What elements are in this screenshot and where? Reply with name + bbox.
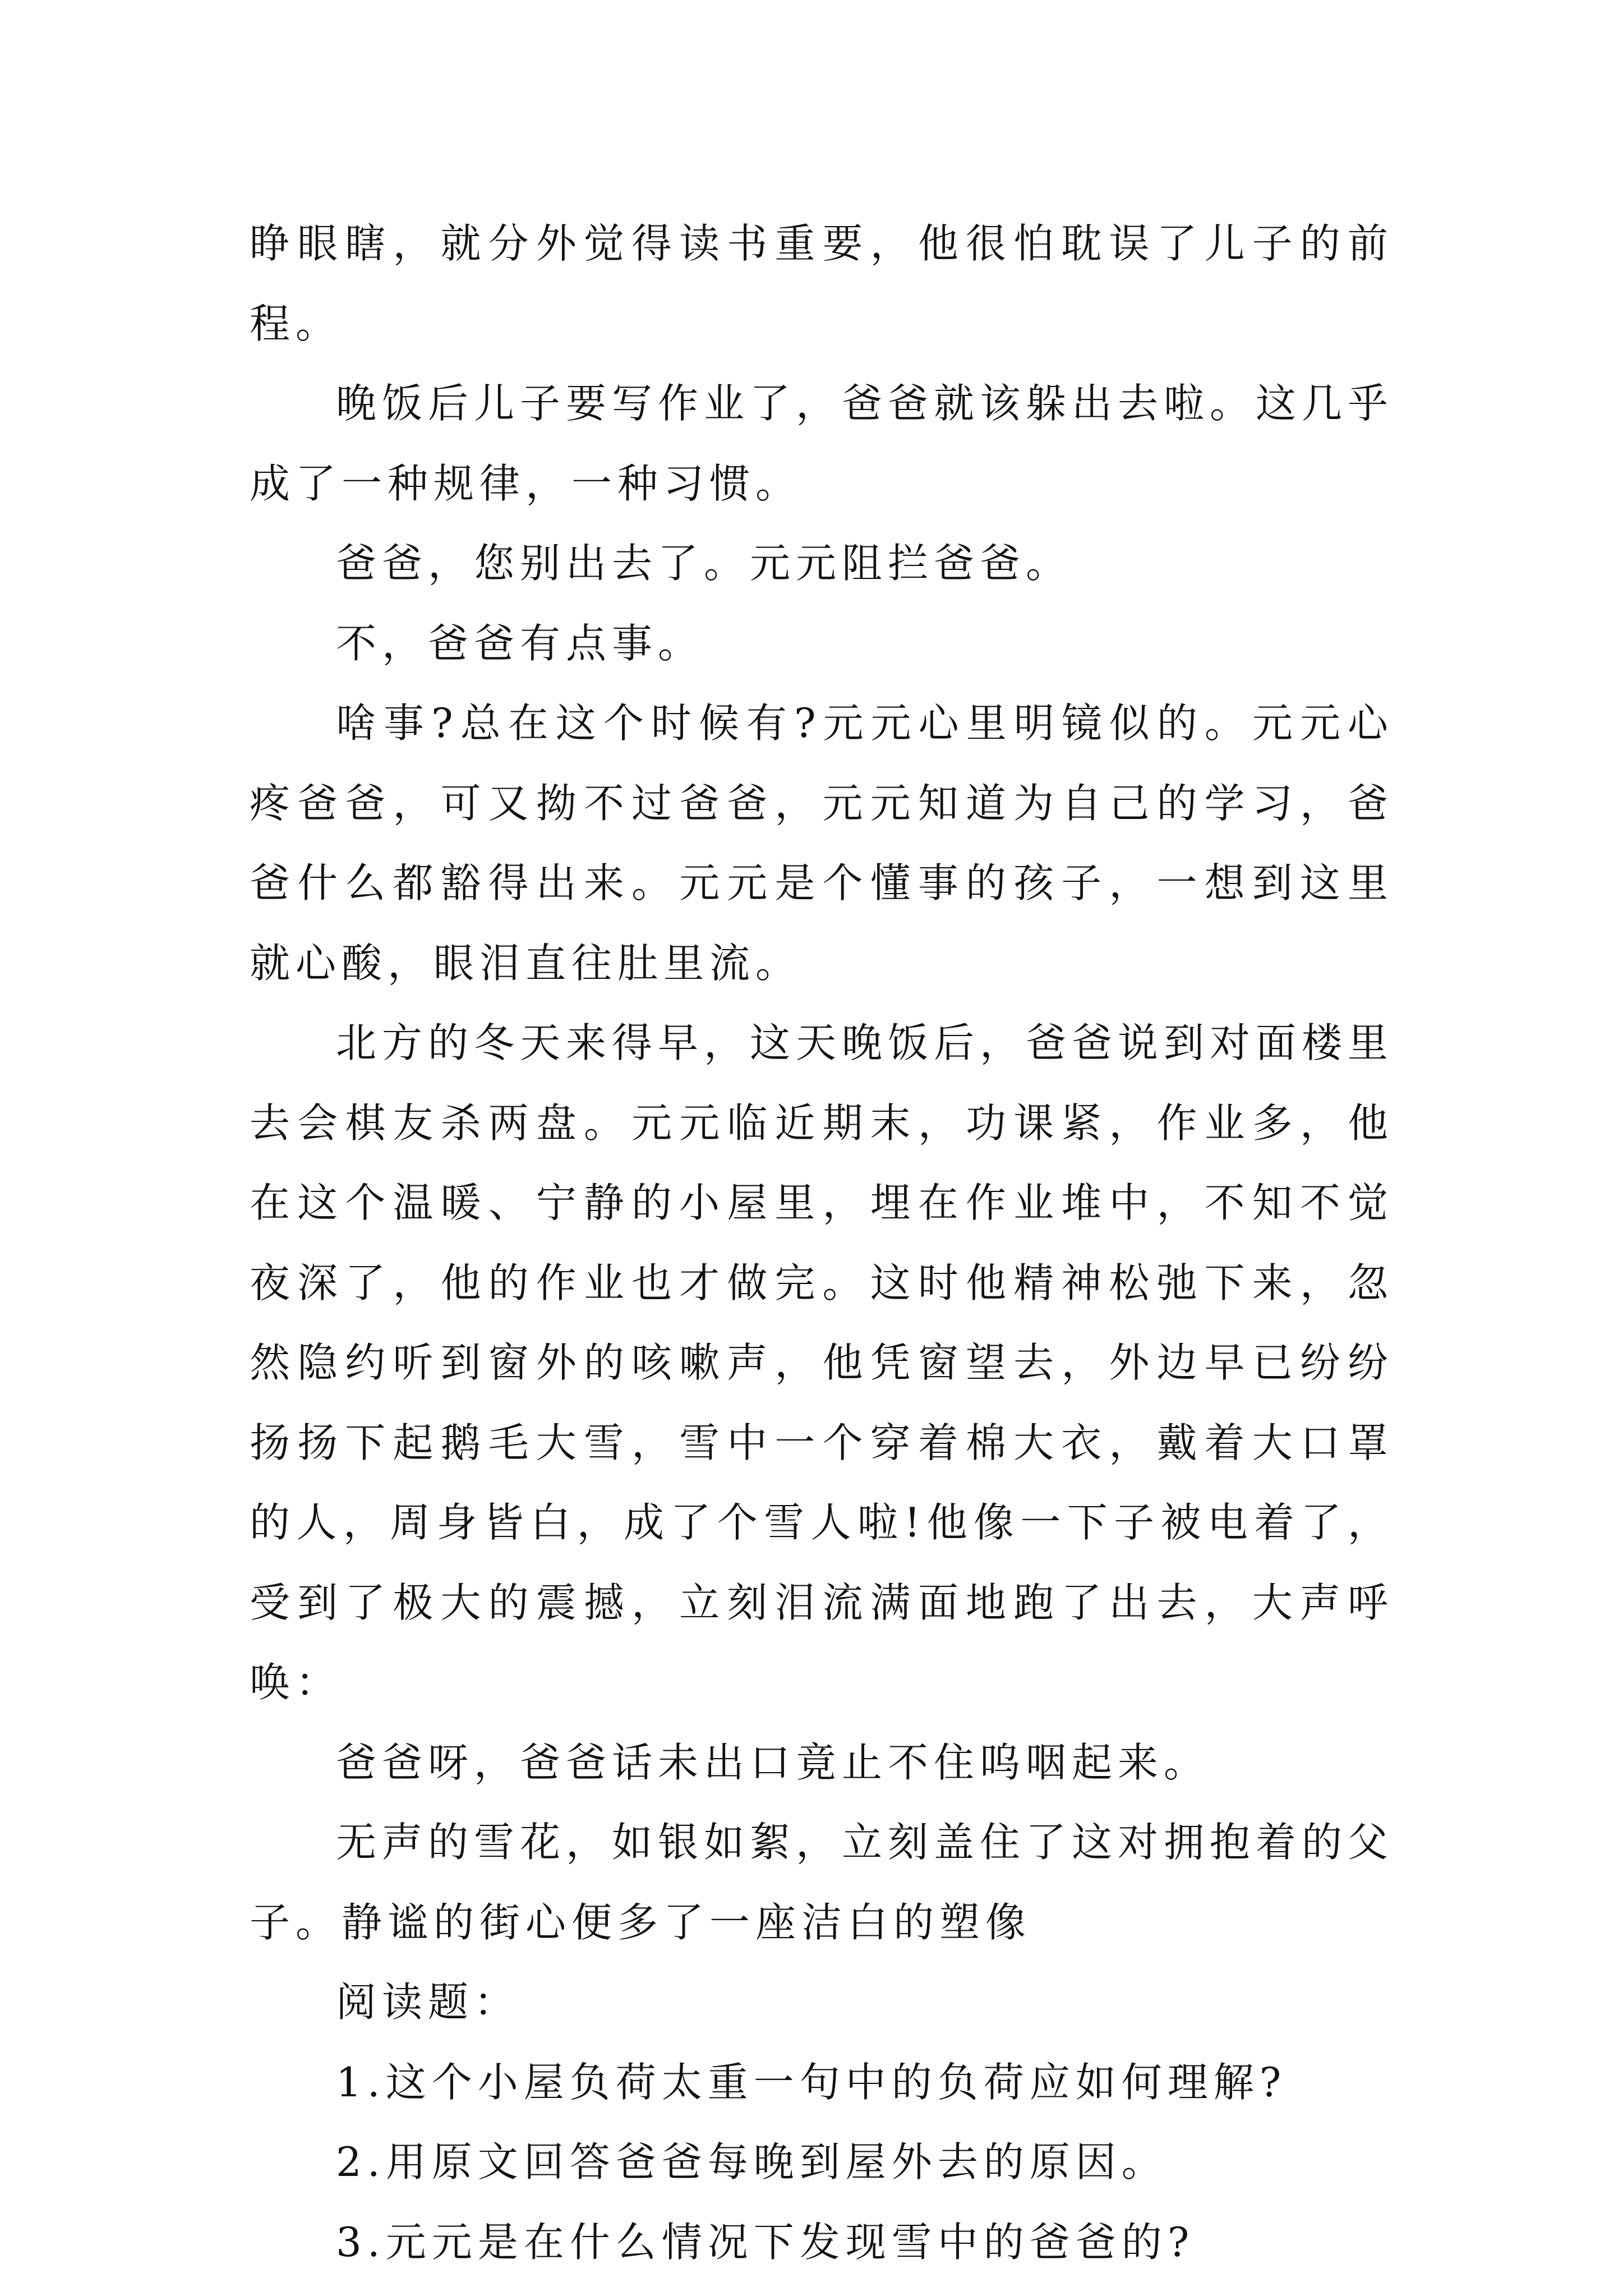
question-item: 3.元元是在什么情况下发现雪中的爸爸的? — [336, 2218, 1195, 2266]
paragraph: 爸爸，您别出去了。元元阻拦爸爸。 — [336, 540, 1072, 587]
paragraph: 爸爸呀，爸爸话未出口竟止不住呜咽起来。 — [336, 1738, 1210, 1786]
paragraph: 不，爸爸有点事。 — [336, 619, 704, 667]
paragraph: 晚饭后儿子要写作业了，爸爸就该躲出去啦。这几乎成了一种规律，一种习惯。 — [250, 380, 1394, 507]
question-item: 2.用原文回答爸爸每晚到屋外去的原因。 — [336, 2138, 1168, 2185]
reading-questions-heading: 阅读题： — [336, 1978, 520, 2026]
paragraph: 无声的雪花，如银如絮，立刻盖住了这对拥抱着的父子。静谧的街心便多了一座洁白的塑像 — [250, 1819, 1394, 1946]
question-item: 1.这个小屋负荷太重一句中的负荷应如何理解? — [336, 2058, 1287, 2106]
document-body — [250, 204, 1394, 2282]
paragraph: 北方的冬天来得早，这天晚饭后，爸爸说到对面楼里去会棋友杀两盘。元元临近期末，功课紧，作业多，他在这个温暖、宁静的小屋里，埋在作业堆中，不知不觉夜深了，他的作业也才做完。这时他精神松弛下来，忽然隐约听到窗外的咳嗽声，他凭窗望去，外边早已纷纷扬扬下起鹅毛大雪，雪中一个穿着棉大衣，戴着大口罩的人，周身皆白，成了个雪人啦!他像一下子被电着了，受到了极大的震撼，立刻泪流满面地跑了出去，大声呼唤： — [250, 1019, 1394, 1706]
paragraph-continued: 睁眼瞎，就分外觉得读书重要，他很怕耽误了儿子的前程。 — [250, 220, 1394, 347]
paragraph: 啥事?总在这个时候有?元元心里明镜似的。元元心疼爸爸，可又拗不过爸爸，元元知道为自己的学习，爸爸什么都豁得出来。元元是个懂事的孩子，一想到这里就心酸，眼泪直往肚里流。 — [250, 700, 1394, 987]
